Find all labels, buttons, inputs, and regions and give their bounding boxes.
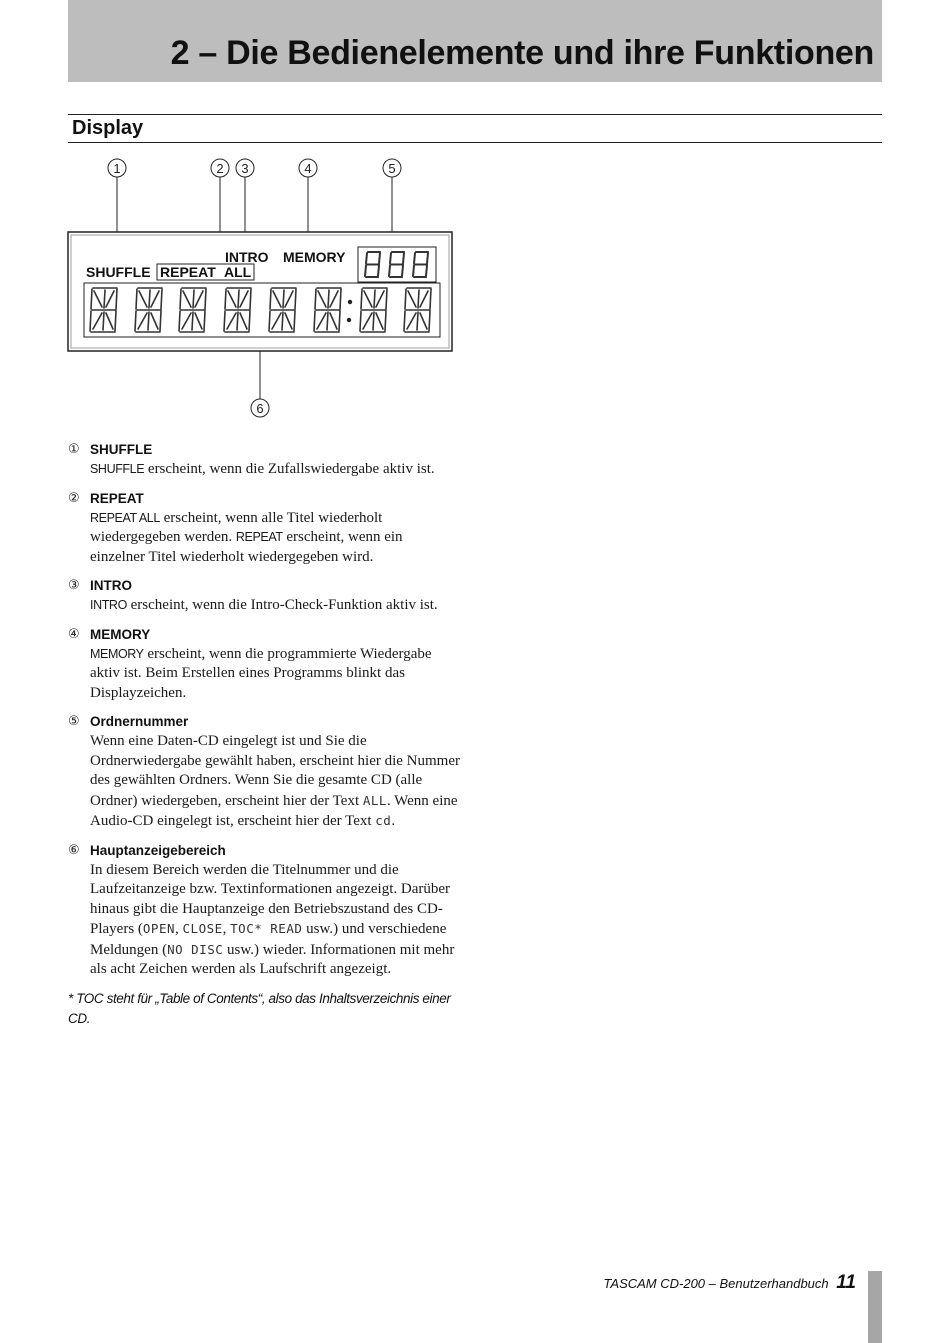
item-number: ② — [68, 490, 80, 506]
indicator-name: SHUFFLE — [90, 462, 145, 476]
chapter-title: 2 – Die Bedienelemente und ihre Funktionen — [170, 34, 874, 72]
text-run: usw.) und verschiedene Meldungen ( — [90, 921, 447, 958]
display-text: ALL — [362, 792, 387, 808]
indicator-name: REPEAT — [235, 530, 283, 544]
svg-text:3: 3 — [241, 161, 249, 176]
indicator-name: MEMORY — [90, 646, 144, 661]
item-description — [90, 861, 460, 980]
item-description — [90, 645, 460, 704]
page-footer — [603, 1272, 856, 1294]
list-item — [68, 576, 460, 616]
callout-5 — [383, 159, 401, 177]
indicator-name: REPEAT ALL — [90, 510, 160, 525]
display-diagram-svg — [60, 150, 460, 430]
item-number: ④ — [68, 626, 80, 642]
text-run: . — [391, 813, 396, 829]
page-number: 11 — [836, 1272, 856, 1293]
list-item — [68, 712, 460, 832]
text-run: . Wenn eine Audio-CD eingelegt ist, erscheint hier der Text — [90, 792, 458, 829]
item-heading: SHUFFLE — [90, 442, 153, 457]
list-item — [68, 489, 460, 568]
text-run: In diesem Bereich werden die Titelnummer und die Laufzeitanzeige bzw. Textinformationen angezeigt. Darüber hinaus gibt die Hauptanzeige den Betriebszustand des CD-Players ( — [90, 861, 451, 937]
display-text: OPEN — [142, 921, 176, 936]
display-text: TOC* READ — [230, 921, 303, 936]
item-heading: MEMORY — [90, 626, 151, 642]
item-number: ③ — [68, 578, 80, 593]
colon-dot — [347, 318, 351, 322]
colon-dot — [348, 300, 352, 304]
item-heading: INTRO — [90, 578, 132, 593]
display-text: NO DISC — [167, 941, 224, 957]
footnote: * TOC steht für „Table of Contents“, also das Inhaltsverzeichnis einer CD. — [68, 990, 451, 1026]
section-title: Display — [72, 117, 144, 139]
callout-6 — [251, 399, 269, 417]
section-rule-bottom — [68, 142, 882, 143]
list-item — [68, 625, 460, 704]
text-run: , — [175, 921, 183, 937]
text-run: erscheint, wenn alle Titel wiederholt wiedergegeben werden. — [90, 509, 383, 545]
display-diagram — [60, 150, 460, 430]
list-item — [68, 440, 460, 480]
item-heading: REPEAT — [90, 490, 144, 506]
lcd-label-intro: INTRO — [225, 249, 269, 265]
callout-3 — [236, 159, 254, 177]
item-number: ⑤ — [68, 714, 80, 729]
lcd-label-shuffle: SHUFFLE — [86, 264, 151, 280]
item-description — [90, 460, 460, 480]
footer-text: TASCAM CD-200 – Benutzerhandbuch — [603, 1276, 829, 1291]
text-run: erscheint, wenn die Intro-Check-Funktion aktiv ist. — [126, 597, 438, 613]
svg-text:1: 1 — [113, 161, 121, 176]
callout-1 — [108, 159, 126, 177]
svg-text:2: 2 — [216, 161, 224, 176]
item-heading: Ordnernummer — [90, 714, 189, 729]
item-heading: Hauptanzeigebereich — [90, 842, 226, 858]
svg-text:4: 4 — [304, 161, 312, 176]
item-description — [90, 596, 460, 616]
item-description — [90, 732, 460, 832]
item-number: ① — [68, 442, 80, 457]
text-run: , — [222, 921, 231, 937]
svg-text:5: 5 — [388, 161, 396, 176]
section-rule-top — [68, 114, 882, 115]
lcd-label-memory: MEMORY — [283, 249, 346, 265]
text-run: Wenn eine Daten-CD eingelegt ist und Sie die Ordnerwiedergabe gewählt haben, erscheint hier die Nummer des gewählten Ordners. Wenn Sie die gesamte CD (alle Ordner) wiedergeben, erscheint hier der Text — [90, 733, 460, 809]
callout-4 — [299, 159, 317, 177]
list-item — [68, 841, 460, 980]
indicator-name: INTRO — [90, 598, 127, 612]
item-number: ⑥ — [68, 842, 80, 858]
display-text: cd — [375, 813, 392, 828]
display-text: CLOSE — [182, 921, 223, 936]
text-run: usw.) wieder. Informationen mit mehr als acht Zeichen werden als Laufschrift angezeigt. — [90, 941, 455, 977]
lcd-label-repeat: REPEAT — [160, 264, 216, 280]
text-run: erscheint, wenn die Zufallswiedergabe aktiv ist. — [144, 461, 435, 477]
text-run: erscheint, wenn die programmierte Wiedergabe aktiv ist. Beim Erstellen eines Programms blinkt das Displayzeichen. — [90, 645, 432, 701]
svg-text:6: 6 — [256, 401, 264, 416]
text-run: erscheint, wenn ein einzelner Titel wiederholt wiedergegeben wird. — [90, 529, 403, 565]
item-description — [90, 509, 460, 568]
item-list — [68, 440, 460, 1029]
lcd-label-all: ALL — [224, 264, 252, 280]
chapter-header-bar — [68, 0, 882, 82]
callout-2 — [211, 159, 229, 177]
thumb-tab — [868, 1271, 882, 1343]
